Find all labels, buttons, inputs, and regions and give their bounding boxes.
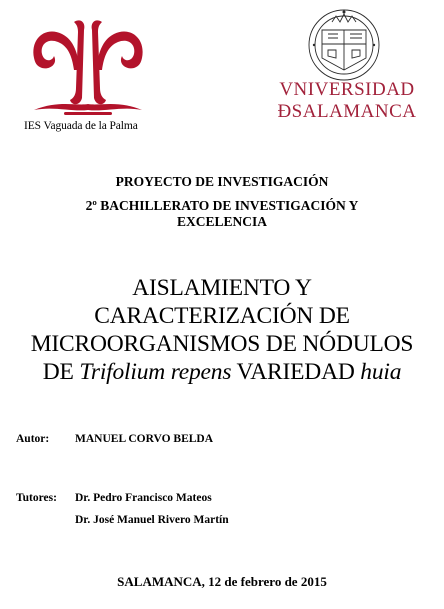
university-seal: [292, 8, 397, 82]
tutor-name: Dr. Pedro Francisco Mateos: [75, 492, 212, 504]
title-line4: [6, 358, 438, 386]
title-line3: MICROORGANISMOS DE NÓDULOS: [30, 331, 414, 357]
place-and-date: SALAMANCA, 12 de febrero de 2015: [117, 574, 327, 589]
author-name: MANUEL CORVO BELDA: [75, 433, 214, 445]
school-logo: [28, 14, 148, 120]
project-heading: PROYECTO DE INVESTIGACIÓN: [115, 174, 329, 189]
tutors-label: Tutores:: [16, 492, 57, 504]
title-line2: CARACTERIZACIÓN DE: [94, 303, 350, 329]
species-name: Trifolium repens: [79, 359, 232, 385]
program-heading-line2: EXCELENCIA: [176, 214, 268, 229]
variety-name: huia: [360, 359, 402, 385]
author-label: Autor:: [16, 433, 50, 445]
university-name-line2: ÐSALAMANCA: [277, 101, 417, 122]
title-line4-prefix: DE: [42, 359, 80, 385]
tutor-name: Dr. José Manuel Rivero Martín: [75, 514, 229, 526]
school-logo-caption: IES Vaguada de la Palma: [24, 120, 138, 132]
title-line4-middle: VARIEDAD: [231, 359, 361, 385]
university-name-line1: VNIVERSIDAD: [279, 79, 415, 100]
title-line1: AISLAMIENTO Y: [132, 275, 312, 301]
program-heading-line1: 2º BACHILLERATO DE INVESTIGACIÓN Y: [85, 198, 359, 213]
